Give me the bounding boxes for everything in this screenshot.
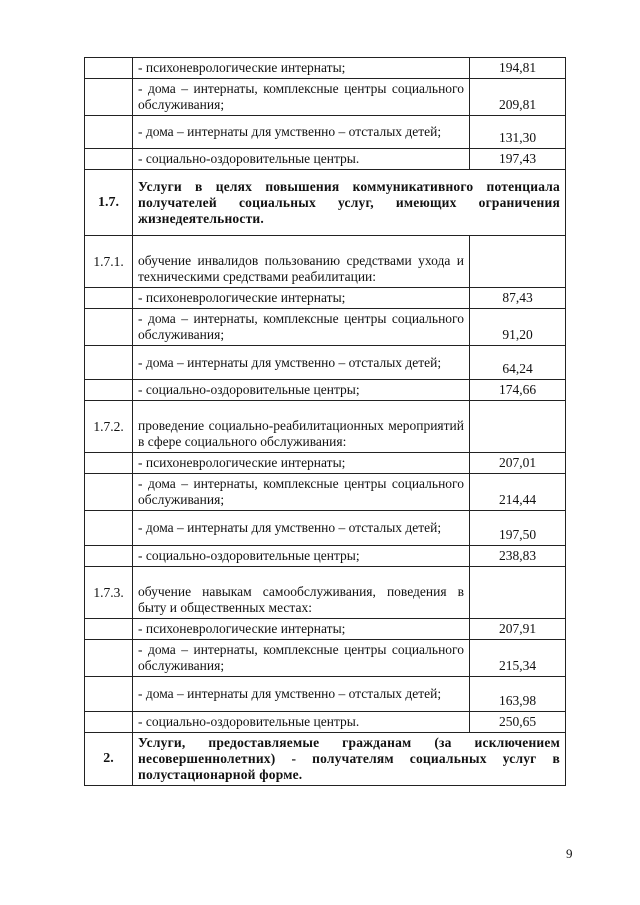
row-number-cell bbox=[85, 546, 133, 567]
service-description-cell: - дома – интернаты для умственно – отсталых детей; bbox=[133, 511, 470, 546]
price-cell bbox=[470, 567, 566, 619]
price-cell bbox=[470, 236, 566, 288]
row-number-cell: 2. bbox=[85, 733, 133, 786]
price-cell: 163,98 bbox=[470, 677, 566, 712]
service-description-cell: - социально-оздоровительные центры. bbox=[133, 712, 470, 733]
price-cell: 207,01 bbox=[470, 453, 566, 474]
service-description-cell: - дома – интернаты, комплексные центры социального обслуживания; bbox=[133, 309, 470, 346]
service-description-cell: - дома – интернаты для умственно – отсталых детей; bbox=[133, 677, 470, 712]
row-number-cell bbox=[85, 453, 133, 474]
row-number-cell: 1.7.1. bbox=[85, 236, 133, 288]
tariff-table bbox=[84, 57, 566, 786]
subsection-row bbox=[85, 401, 566, 453]
table-row bbox=[85, 712, 566, 733]
price-cell: 131,30 bbox=[470, 116, 566, 149]
section-title-cell: Услуги в целях повышения коммуникативного потенциала получателей социальных услуг, имеющих ограничения жизнедеятельности. bbox=[133, 170, 566, 236]
price-cell: 214,44 bbox=[470, 474, 566, 511]
table-row bbox=[85, 511, 566, 546]
row-number-cell bbox=[85, 380, 133, 401]
service-description-cell: - дома – интернаты для умственно – отсталых детей; bbox=[133, 116, 470, 149]
table-row bbox=[85, 149, 566, 170]
table-row bbox=[85, 453, 566, 474]
price-cell: 209,81 bbox=[470, 79, 566, 116]
service-description-cell: - дома – интернаты, комплексные центры социального обслуживания; bbox=[133, 640, 470, 677]
service-description-cell: - социально-оздоровительные центры; bbox=[133, 546, 470, 567]
service-description-cell: - дома – интернаты, комплексные центры социального обслуживания; bbox=[133, 79, 470, 116]
tariff-table-body bbox=[85, 58, 566, 786]
section-heading-row bbox=[85, 733, 566, 786]
table-row bbox=[85, 380, 566, 401]
row-number-cell bbox=[85, 79, 133, 116]
row-number-cell: 1.7.3. bbox=[85, 567, 133, 619]
row-number-cell bbox=[85, 116, 133, 149]
service-description-cell: - психоневрологические интернаты; bbox=[133, 453, 470, 474]
price-cell: 64,24 bbox=[470, 346, 566, 380]
price-cell: 87,43 bbox=[470, 288, 566, 309]
service-description-cell: проведение социально-реабилитационных мероприятий в сфере социального обслуживания: bbox=[133, 401, 470, 453]
service-description-cell: - психоневрологические интернаты; bbox=[133, 288, 470, 309]
service-description-cell: - социально-оздоровительные центры. bbox=[133, 149, 470, 170]
section-title-cell: Услуги, предоставляемые гражданам (за исключением несовершеннолетних) - получателям социальных услуг в полустационарной форме. bbox=[133, 733, 566, 786]
price-cell: 91,20 bbox=[470, 309, 566, 346]
price-cell: 194,81 bbox=[470, 58, 566, 79]
service-description-cell: обучение навыкам самообслуживания, поведения в быту и общественных местах: bbox=[133, 567, 470, 619]
row-number-cell: 1.7. bbox=[85, 170, 133, 236]
row-number-cell bbox=[85, 640, 133, 677]
row-number-cell bbox=[85, 712, 133, 733]
row-number-cell bbox=[85, 677, 133, 712]
row-number-cell bbox=[85, 309, 133, 346]
price-cell bbox=[470, 401, 566, 453]
price-cell: 215,34 bbox=[470, 640, 566, 677]
price-cell: 250,65 bbox=[470, 712, 566, 733]
section-heading-row bbox=[85, 170, 566, 236]
row-number-cell bbox=[85, 511, 133, 546]
table-row bbox=[85, 309, 566, 346]
service-description-cell: - дома – интернаты, комплексные центры социального обслуживания; bbox=[133, 474, 470, 511]
table-row bbox=[85, 474, 566, 511]
service-description-cell: - психоневрологические интернаты; bbox=[133, 619, 470, 640]
table-row bbox=[85, 640, 566, 677]
price-cell: 207,91 bbox=[470, 619, 566, 640]
subsection-row bbox=[85, 567, 566, 619]
row-number-cell bbox=[85, 619, 133, 640]
row-number-cell bbox=[85, 288, 133, 309]
row-number-cell bbox=[85, 474, 133, 511]
price-cell: 197,50 bbox=[470, 511, 566, 546]
table-row bbox=[85, 288, 566, 309]
row-number-cell bbox=[85, 149, 133, 170]
service-description-cell: - психоневрологические интернаты; bbox=[133, 58, 470, 79]
service-description-cell: - дома – интернаты для умственно – отсталых детей; bbox=[133, 346, 470, 380]
service-description-cell: - социально-оздоровительные центры; bbox=[133, 380, 470, 401]
price-cell: 238,83 bbox=[470, 546, 566, 567]
table-row bbox=[85, 546, 566, 567]
table-row bbox=[85, 346, 566, 380]
table-row bbox=[85, 116, 566, 149]
price-cell: 174,66 bbox=[470, 380, 566, 401]
table-row bbox=[85, 58, 566, 79]
row-number-cell bbox=[85, 58, 133, 79]
subsection-row bbox=[85, 236, 566, 288]
row-number-cell bbox=[85, 346, 133, 380]
price-cell: 197,43 bbox=[470, 149, 566, 170]
table-row bbox=[85, 79, 566, 116]
table-row bbox=[85, 619, 566, 640]
row-number-cell: 1.7.2. bbox=[85, 401, 133, 453]
service-description-cell: обучение инвалидов пользованию средствами ухода и техническими средствами реабилитации: bbox=[133, 236, 470, 288]
page-number: 9 bbox=[566, 846, 573, 861]
table-row bbox=[85, 677, 566, 712]
